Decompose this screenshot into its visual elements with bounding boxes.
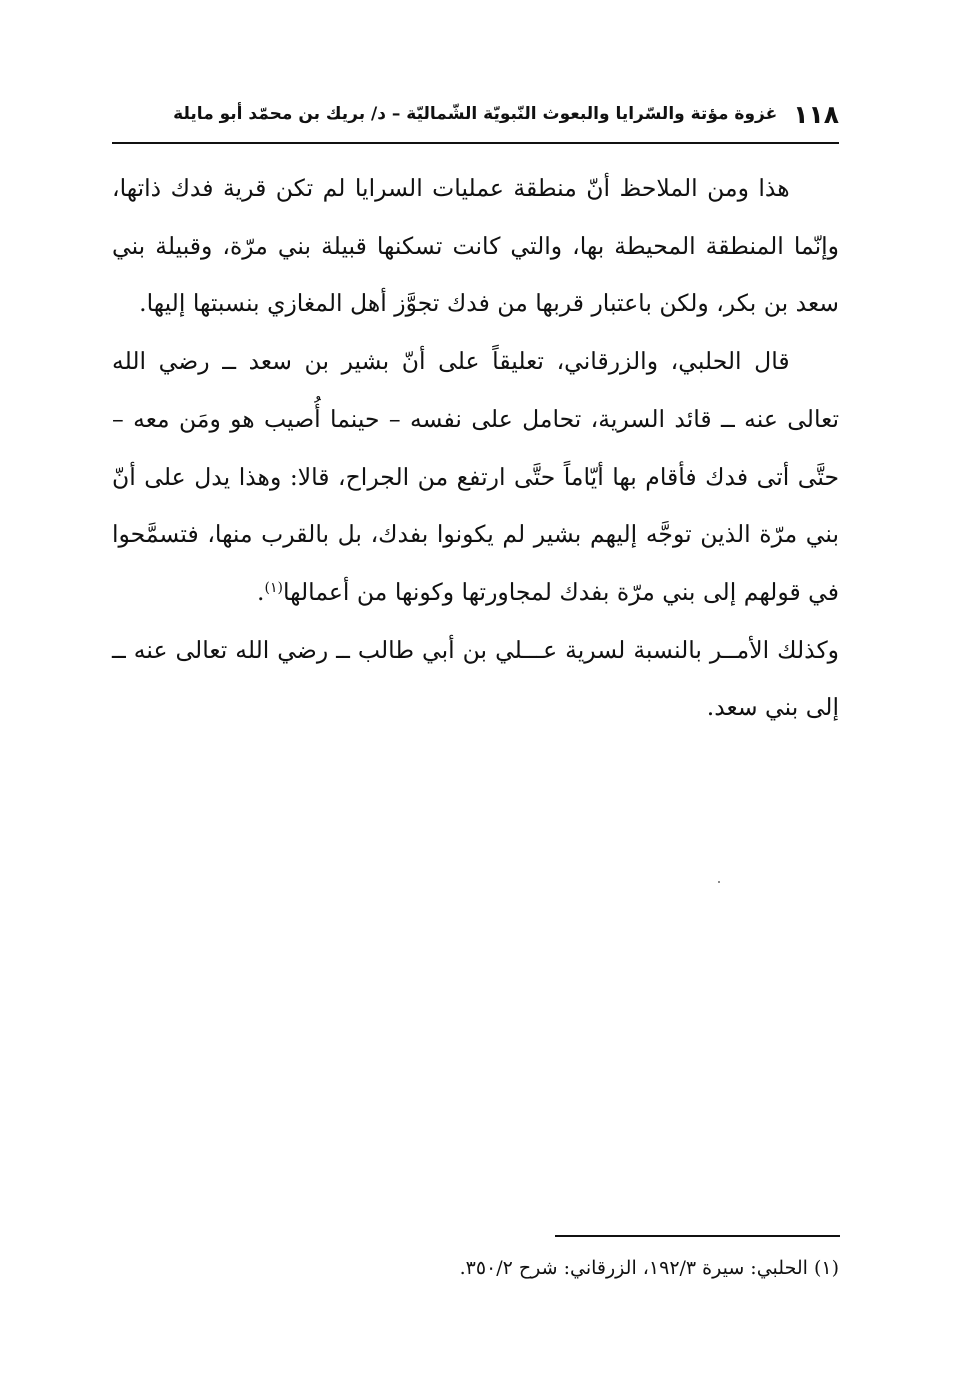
paragraph-text: وكذلك الأمــر بالنسبة لسرية عـــلي بن أبي طالب ــ رضي الله تعالى عنه ــ إلى بني سعد. (112, 635, 839, 722)
paragraph-text: هذا ومن الملاحظ أنّ منطقة عمليات السرايا لم تكن قرية فدك ذاتها، وإنّما المنطقة المحيطة بها، والتي كانت تسكنها قبيلة بني مرّة، وقبيلة بني سعد بن بكر، ولكن باعتبار قربها من فدك تجوَّز أهل المغازي بنسبتها إليها. (112, 174, 839, 318)
running-header (112, 92, 839, 136)
running-title: غزوة مؤتة والسّرايا والبعوث النّبويّة الشّماليّة – د/ بريك بن محمّد أبو مايلة (173, 104, 778, 124)
footnote-rule (555, 1235, 840, 1237)
footnote-reference[interactable]: (١) (264, 579, 283, 596)
paragraph-end: . (257, 577, 265, 606)
page-number: ١١٨ (793, 99, 839, 129)
paragraph-text: قال الحلبي، والزرقاني، تعليقاً على أنّ بشير بن سعد ــ رضي الله تعالى عنه ــ قائد السرية، تحامل على نفسه – حينما أُصيب هو ومَن معه – حتَّى أتى فدك فأقام بها أيّاماً حتَّى ارتفع من الجراح، قالا: وهذا يدل على أنّ بني مرّة الذين توجَّه إليهم بشير لم يكونوا بفدك، بل بالقرب منها، فتسمَّحوا في قولهم إلى بني مرّة بفدك لمجاورتها وكونها من أعمالها (112, 347, 839, 606)
footnotes (112, 1250, 839, 1286)
paragraph (112, 622, 839, 737)
footnote: (١) الحلبي: سيرة ١٩٢/٣، الزرقاني: شرح ٣٥٠/٢. (459, 1257, 839, 1279)
main-text (112, 160, 839, 737)
header-rule (112, 142, 839, 144)
paragraph (112, 160, 839, 333)
paragraph (112, 333, 839, 622)
scan-speck (718, 881, 720, 883)
